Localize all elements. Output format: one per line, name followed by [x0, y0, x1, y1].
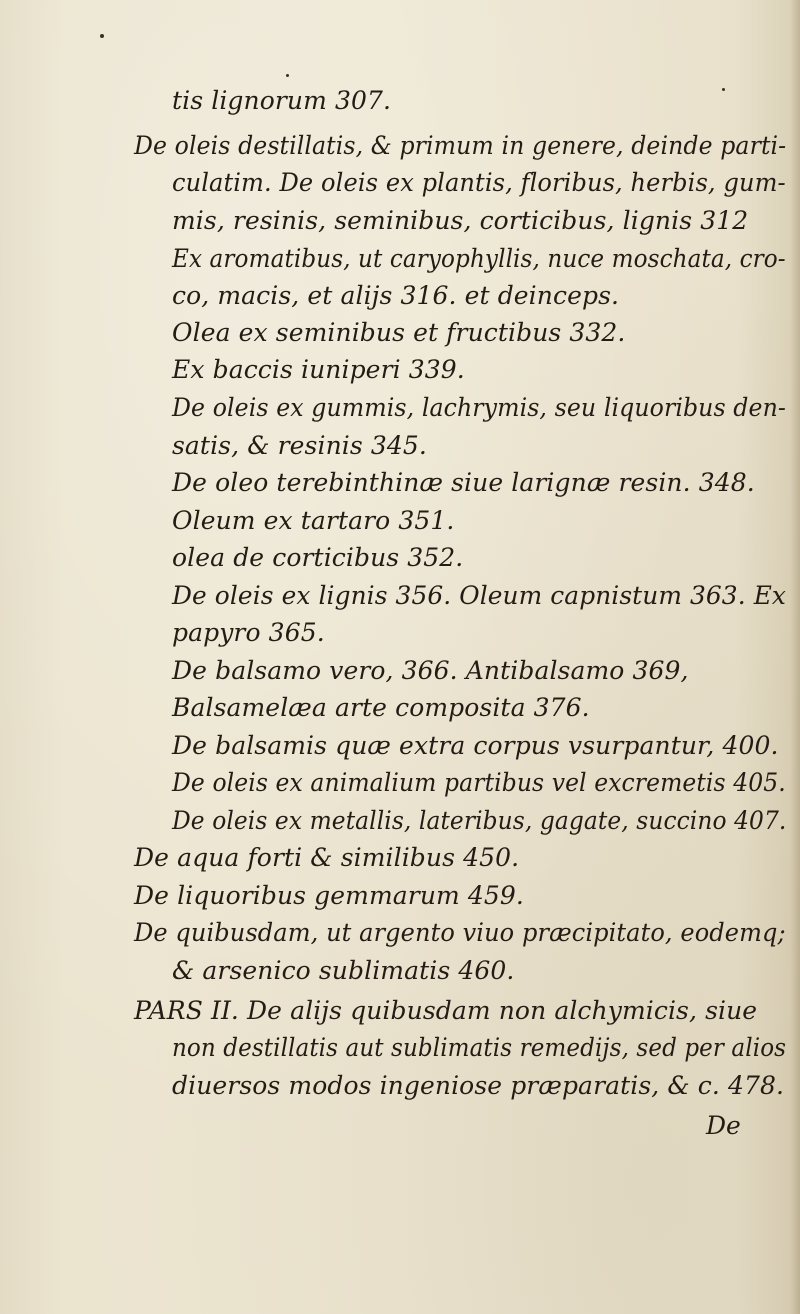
text-line: satis, & resinis 345. — [172, 431, 427, 460]
text-line: diuersos modos ingeniose præparatis, & c. 478. — [172, 1071, 785, 1100]
text-line: De oleis destillatis, & primum in genere, deinde parti- — [134, 131, 787, 160]
ink-speck — [286, 74, 289, 77]
catchword: De — [706, 1111, 741, 1140]
text-line: De quibusdam, ut argento viuo præcipitato, eodemq; — [134, 918, 786, 947]
text-line: De oleis ex metallis, lateribus, gagate, succino 407. — [172, 806, 787, 835]
text-line: De oleo terebinthinæ siue larignæ resin. 348. — [172, 468, 755, 497]
text-line: De balsamo vero, 366. Antibalsamo 369, — [172, 656, 689, 685]
text-line: Ex baccis iuniperi 339. — [172, 355, 465, 384]
text-line: De oleis ex gummis, lachrymis, seu liquoribus den- — [172, 393, 786, 422]
text-line: PARS II. De alijs quibusdam non alchymicis, siue — [134, 996, 758, 1025]
page-edge — [790, 0, 800, 1314]
text-line: culatim. De oleis ex plantis, floribus, herbis, gum- — [172, 168, 786, 197]
text-line: De oleis ex lignis 356. Oleum capnistum 363. Ex — [172, 581, 787, 610]
text-line: Ex aromatibus, ut caryophyllis, nuce moschata, cro- — [172, 244, 786, 273]
text-line: De oleis ex animalium partibus vel excremetis 405. — [172, 768, 786, 797]
text-line: papyro 365. — [172, 618, 325, 647]
text-line: De aqua forti & similibus 450. — [134, 843, 520, 872]
text-line: Balsamelæa arte composita 376. — [172, 693, 590, 722]
text-line: Oleum ex tartaro 351. — [172, 506, 455, 535]
text-line: De liquoribus gemmarum 459. — [134, 881, 524, 910]
text-line: olea de corticibus 352. — [172, 543, 464, 572]
text-line: tis lignorum 307. — [172, 86, 392, 115]
text-line: co, macis, et alijs 316. et deinceps. — [172, 281, 620, 310]
text-line: non destillatis aut sublimatis remedijs, sed per alios — [172, 1033, 787, 1062]
text-line: mis, resinis, seminibus, corticibus, lignis 312 — [172, 206, 749, 235]
ink-speck — [722, 88, 725, 91]
ink-speck — [100, 34, 104, 38]
text-line: Olea ex seminibus et fructibus 332. — [172, 318, 626, 347]
text-line: De balsamis quæ extra corpus vsurpantur, 400. — [172, 731, 779, 760]
text-line: & arsenico sublimatis 460. — [172, 956, 515, 985]
